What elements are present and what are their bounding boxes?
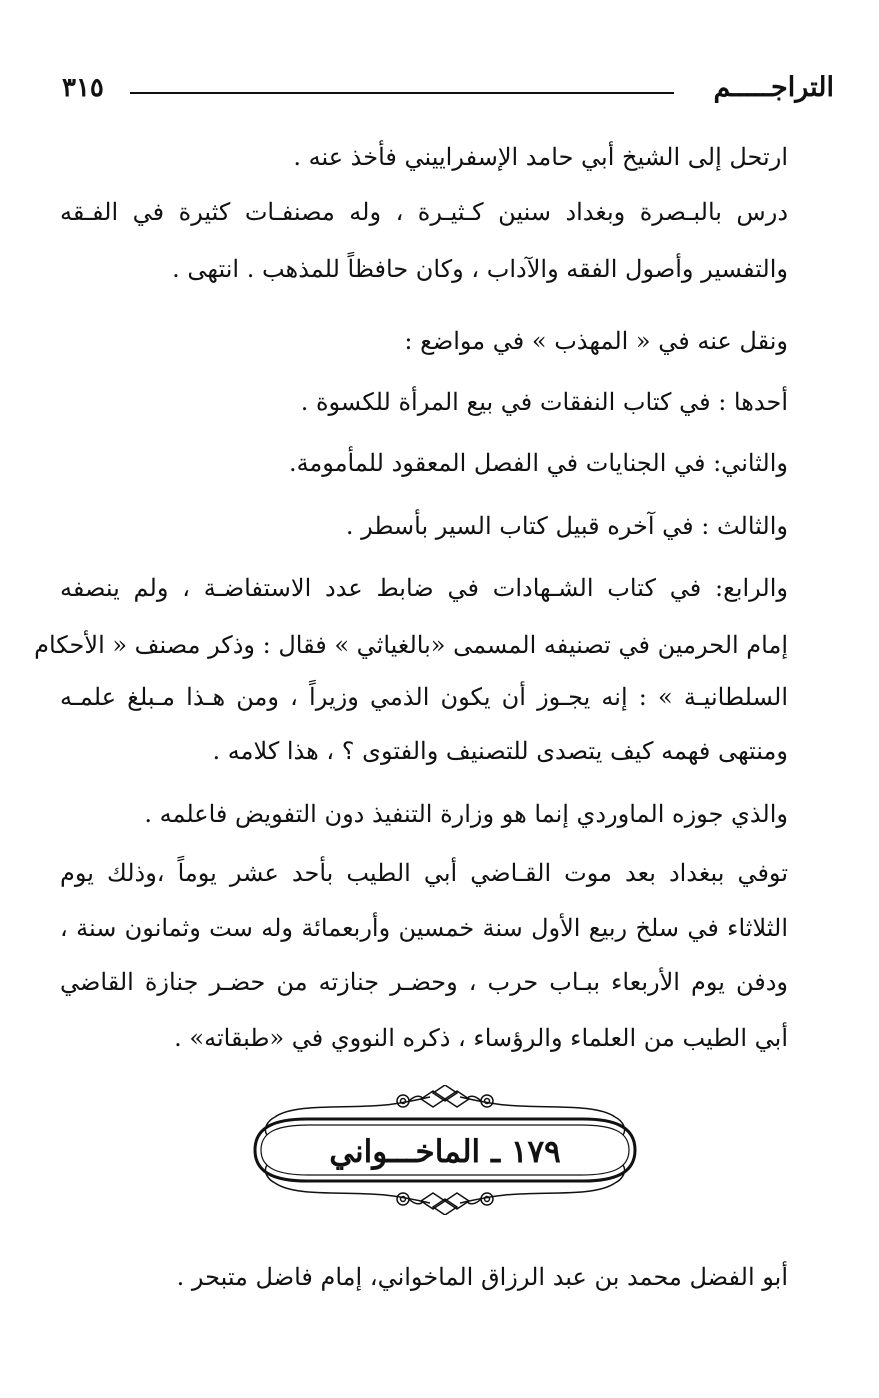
text-line: والذي جوزه الماوردي إنما هو وزارة التنفيذ دون التفويض فاعلمه . bbox=[144, 800, 788, 828]
text-line: السلطانيـة » : إنه يجـوز أن يكون الذمي وزيراً ، ومن هـذا مـبلغ علمـه bbox=[60, 683, 788, 711]
text-line: والتفسير وأصول الفقه والآداب ، وكان حافظاً للمذهب . انتهى . bbox=[172, 255, 788, 283]
text-line: والثاني: في الجنايات في الفصل المعقود للمأمومة. bbox=[288, 449, 788, 477]
text-line: الثلاثاء في سلخ ربيع الأول سنة خمسين وأربعمائة وله ست وثمانون سنة ، bbox=[60, 914, 788, 942]
text-line: إمام الحرمين في تصنيفه المسمى «بالغياثي » فقال : وذكر مصنف « الأحكام bbox=[34, 631, 788, 659]
page-number: ٣١٥ bbox=[62, 73, 104, 103]
text-line: ودفن يوم الأربعاء ببـاب حرب ، وحضـر جنازته من حضـر جنازة القاضي bbox=[60, 968, 788, 996]
text-line: ارتحل إلى الشيخ أبي حامد الإسفراييني فأخذ عنه . bbox=[293, 143, 788, 171]
running-title: التراجـــــم bbox=[713, 72, 834, 103]
text-line: توفي ببغداد بعد موت القـاضي أبي الطيب بأحد عشر يوماً ،وذلك يوم bbox=[60, 859, 788, 887]
page-header bbox=[62, 66, 834, 110]
text-line: درس بالبـصرة وبغداد سنين كـثيـرة ، وله مصنفـات كثيرة في الفـقه bbox=[60, 198, 788, 226]
text-line: أبو الفضل محمد بن عبد الرزاق الماخواني، إمام فاضل متبحر . bbox=[176, 1263, 788, 1291]
text-line: ونقل عنه في « المهذب » في مواضع : bbox=[404, 327, 788, 355]
text-line: أبي الطيب من العلماء والرؤساء ، ذكره النووي في «طبقاته» . bbox=[174, 1024, 788, 1052]
section-heading: ١٧٩ ـ الماخـــواني bbox=[329, 1134, 561, 1170]
text-line: أحدها : في كتاب النفقات في بيع المرأة للكسوة . bbox=[300, 388, 788, 416]
text-line: ومنتهى فهمه كيف يتصدى للتصنيف والفتوى ؟ ، هذا كلامه . bbox=[212, 737, 788, 765]
text-line: والرابع: في كتاب الشـهادات في ضابط عدد الاستفاضـة ، ولم ينصفه bbox=[60, 574, 788, 602]
text-line: والثالث : في آخره قبيل كتاب السير بأسطر . bbox=[345, 512, 788, 540]
header-rule bbox=[130, 92, 674, 94]
